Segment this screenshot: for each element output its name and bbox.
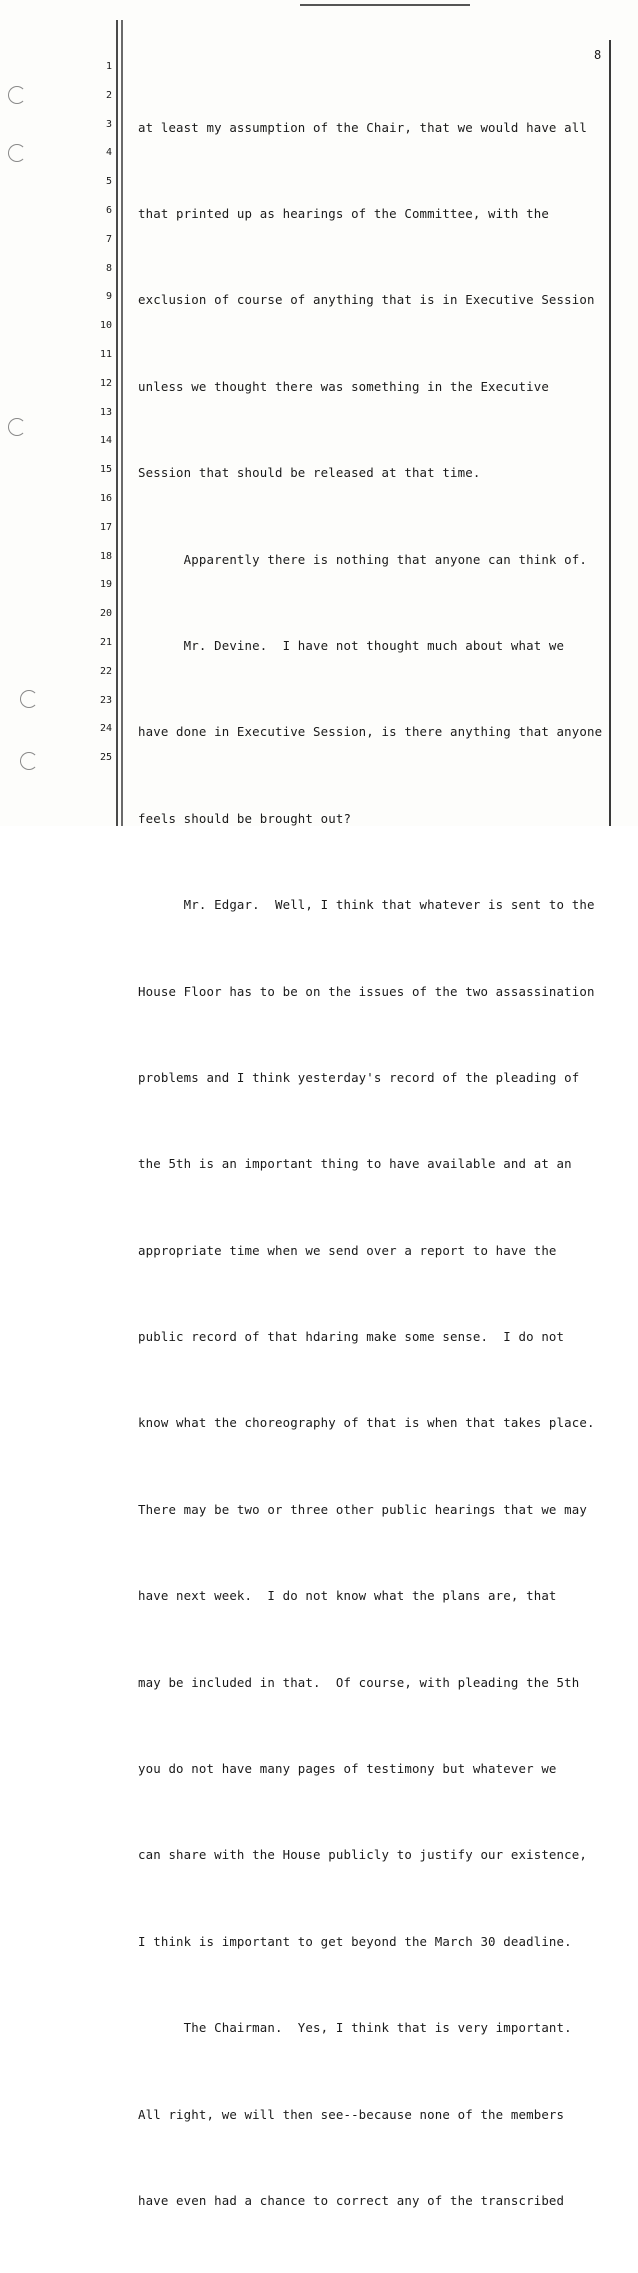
binder-hole-icon (20, 752, 38, 770)
line-number: 2 (105, 89, 112, 101)
transcript-line: appropriate time when we send over a report to have the (138, 1242, 557, 1258)
transcript-line: feels should be brought out? (138, 810, 352, 826)
transcript-line: the 5th is an important thing to have available and at an (138, 1156, 572, 1172)
line-number: 11 (99, 348, 112, 360)
line-number: 7 (105, 233, 112, 245)
line-number: 24 (99, 723, 112, 735)
transcript-line: There may be two or three other public hearings that we may (138, 1501, 587, 1517)
transcript-line: have next week. I do not know what the plans are, that (138, 1588, 557, 1604)
line-number: 15 (99, 464, 112, 476)
line-number: 12 (99, 377, 112, 389)
line-number: 14 (99, 435, 112, 447)
top-header-mark (300, 0, 470, 6)
transcript-line: can share with the House publicly to justify our existence, (138, 1847, 587, 1863)
line-number: 16 (99, 492, 112, 504)
line-number: 5 (105, 176, 112, 188)
binder-hole-icon (8, 86, 26, 104)
line-number: 3 (105, 118, 112, 130)
line-number: 25 (99, 752, 112, 764)
transcript-line: Mr. Devine. I have not thought much about what we (138, 637, 565, 653)
transcript-line: may be included in that. Of course, with pleading the 5th (138, 1674, 580, 1690)
transcript-line: know what the choreography of that is when that takes place. (138, 1415, 595, 1431)
transcript-line: have even had a chance to correct any of the transcribed (138, 2192, 565, 2208)
line-number-column (92, 53, 112, 773)
line-number: 10 (99, 320, 112, 332)
binder-hole-icon (8, 418, 26, 436)
transcript-body (138, 56, 610, 2273)
line-number: 9 (105, 291, 112, 303)
transcript-line: problems and I think yesterday's record of the pleading of (138, 1069, 580, 1085)
transcript-line: I think is important to get beyond the March 30 deadline. (138, 1933, 572, 1949)
line-number: 4 (105, 147, 112, 159)
transcript-line: that printed up as hearings of the Committee, with the (138, 205, 549, 221)
transcript-line: The Chairman. Yes, I think that is very important. (138, 2020, 572, 2036)
line-number: 21 (99, 636, 112, 648)
line-number: 20 (99, 608, 112, 620)
line-number: 19 (99, 579, 112, 591)
line-number: 18 (99, 550, 112, 562)
transcript-line: House Floor has to be on the issues of the two assassination (138, 983, 595, 999)
transcript-line: have done in Executive Session, is there anything that anyone (138, 724, 603, 740)
binder-hole-icon (20, 690, 38, 708)
transcript-line: public record of that hdaring make some sense. I do not (138, 1329, 565, 1345)
transcript-line: exclusion of course of anything that is in Executive Session (138, 292, 595, 308)
left-margin-rule (116, 20, 118, 826)
transcript-line: Session that should be released at that time. (138, 465, 481, 481)
transcript-line: All right, we will then see--because none of the members (138, 2106, 565, 2122)
line-number: 8 (105, 262, 112, 274)
transcript-line: Apparently there is nothing that anyone can think of. (138, 551, 587, 567)
line-number: 1 (105, 61, 112, 72)
line-number: 22 (99, 665, 112, 677)
left-margin-rule-inner (121, 20, 123, 826)
page-number: 8 (594, 48, 602, 62)
transcript-line: you do not have many pages of testimony but whatever we (138, 1761, 557, 1777)
binder-hole-icon (8, 144, 26, 162)
line-number: 23 (99, 694, 112, 706)
line-number: 17 (99, 521, 112, 533)
transcript-line: at least my assumption of the Chair, that we would have all (138, 119, 587, 135)
transcript-line: Mr. Edgar. Well, I think that whatever is sent to the (138, 897, 595, 913)
line-number: 6 (105, 204, 112, 216)
transcript-line: unless we thought there was something in the Executive (138, 378, 549, 394)
line-number: 13 (99, 406, 112, 418)
